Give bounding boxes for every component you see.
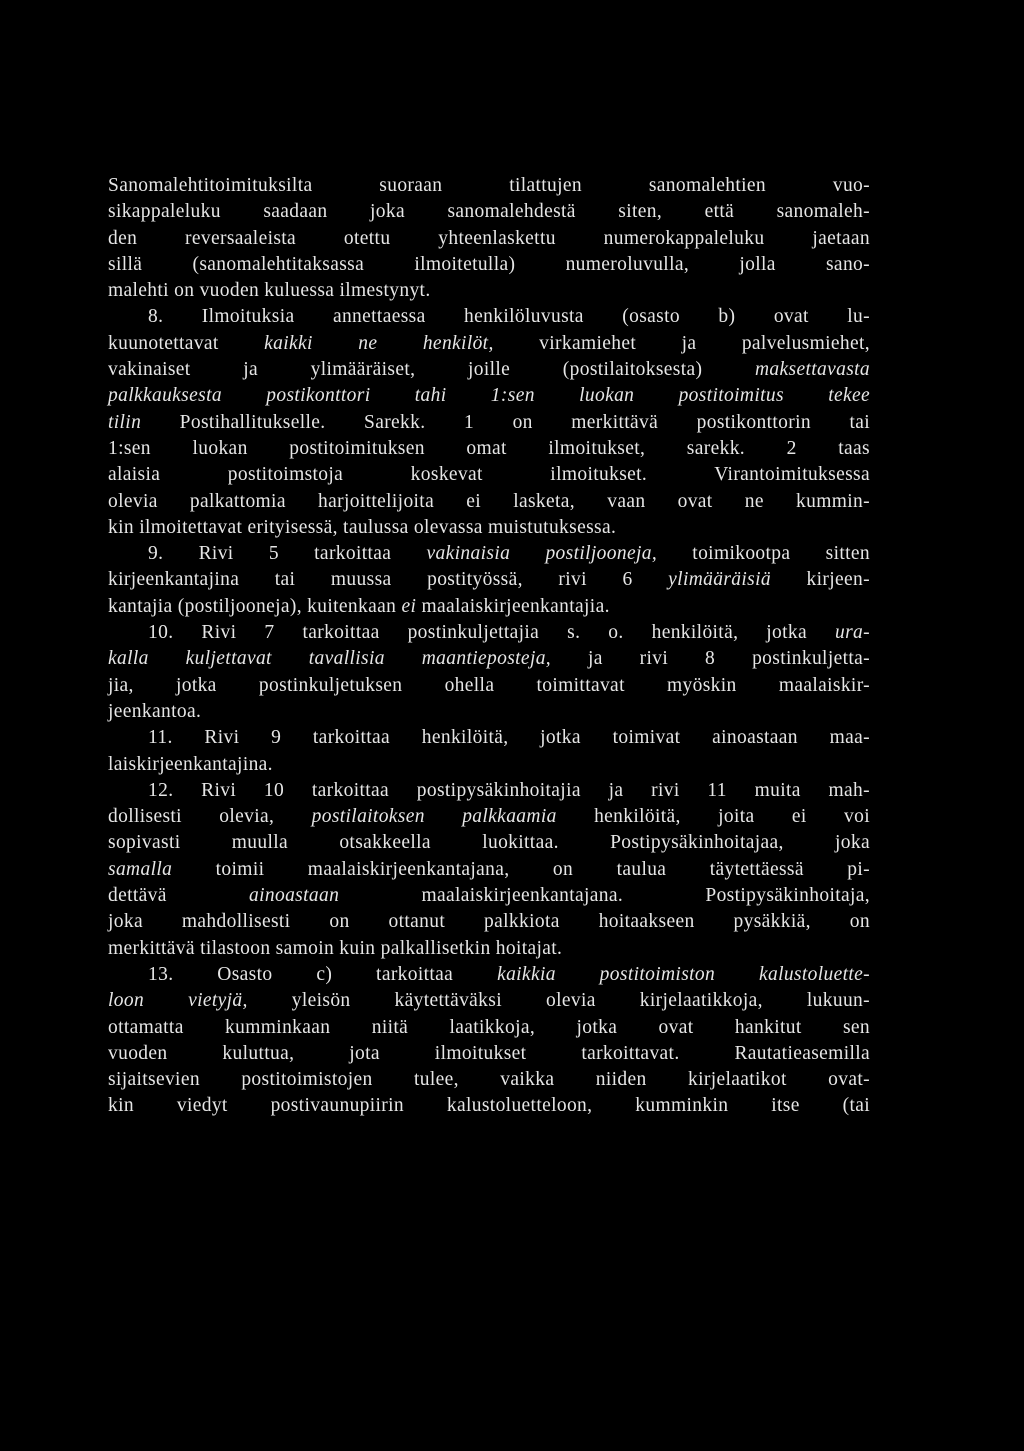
text-line [108, 567, 870, 593]
text-segment: ja rivi 8 postinkuljetta- [551, 648, 870, 670]
text-segment: kirjeen- [770, 569, 870, 591]
text-segment: sikappaleluku saadaan joka sanomalehdestä siten, että sanomaleh- [108, 201, 870, 223]
text-segment: jeenkantoa. [108, 700, 202, 722]
text-segment: sopivasti muulla otsakkeella luokittaa. Postipysäkinhoitajaa, joka [108, 832, 870, 854]
text-line [108, 357, 870, 383]
text-line [108, 936, 870, 962]
text-line [108, 383, 870, 409]
text-line [108, 462, 870, 488]
italic-text-segment: kalla kuljettavat tavallisia maantieposteja, [108, 648, 552, 670]
text-segment: 9. Rivi 5 tarkoittaa [148, 543, 427, 565]
text-segment: malehti on vuoden kuluessa ilmestynyt. [108, 280, 431, 302]
text-segment: 11. Rivi 9 tarkoittaa henkilöitä, jotka toimivat ainoastaan maa- [148, 727, 870, 749]
text-segment: dollisesti olevia, [108, 806, 312, 828]
text-segment: Sanomalehtitoimituksilta suoraan tilattujen sanomalehtien vuo- [108, 175, 870, 196]
text-segment: den reversaaleista otettu yhteenlaskettu numerokappaleluku jaetaan [108, 227, 870, 249]
text-segment: dettävä [108, 885, 250, 907]
italic-text-segment: vakinaisia postiljooneja, [426, 543, 658, 565]
text-segment: merkittävä tilastoon samoin kuin palkallisetkin hoitajat. [108, 937, 563, 959]
italic-text-segment: samalla [108, 858, 173, 880]
text-line [108, 331, 870, 357]
italic-text-segment: ainoastaan [249, 885, 340, 907]
text-segment: 1:sen luokan postitoimituksen omat ilmoitukset, sarekk. 2 taas [108, 437, 870, 459]
italic-text-segment: ura- [835, 622, 870, 644]
text-segment: Postihallitukselle. Sarekk. 1 on merkittävä postikonttorin tai [141, 411, 870, 433]
text-segment: 10. Rivi 7 tarkoittaa postinkuljettajia s. o. henkilöitä, jotka [148, 622, 836, 644]
text-line [108, 199, 870, 225]
text-segment: joka mahdollisesti on ottanut palkkiota hoitaakseen pysäkkiä, on [108, 911, 870, 933]
document-body-text [108, 173, 870, 1120]
text-line [108, 489, 870, 515]
text-segment: 12. Rivi 10 tarkoittaa postipysäkinhoitajia ja rivi 11 muita mah- [148, 779, 870, 801]
text-segment: yleisön käytettäväksi olevia kirjelaatikkoja, lukuun- [247, 990, 870, 1012]
text-line [108, 594, 870, 620]
text-segment: kantajia (postiljooneja), kuitenkaan [108, 595, 402, 617]
text-segment: maalaiskirjeenkantajia. [416, 595, 610, 617]
text-segment: 8. Ilmoituksia annettaessa henkilöluvusta (osasto b) ovat lu- [148, 306, 870, 328]
text-segment: vuoden kuluttua, jota ilmoitukset tarkoittavat. Rautatieasemilla [108, 1042, 870, 1064]
text-segment: toimii maalaiskirjeenkantajana, on taulua täytettäessä pi- [172, 858, 870, 880]
text-line [108, 804, 870, 830]
text-line [108, 1093, 870, 1119]
italic-text-segment: maksettavasta [754, 359, 870, 381]
italic-text-segment: palkkauksesta postikonttori tahi 1:sen luokan postitoimitus tekee [108, 385, 870, 407]
italic-text-segment: ylimääräisiä [668, 569, 771, 591]
text-segment: virkamiehet ja palvelusmiehet, [493, 332, 870, 354]
text-segment: laiskirjeenkantajina. [108, 753, 273, 775]
italic-text-segment: tilin [108, 411, 142, 433]
text-line [108, 778, 870, 804]
text-line [108, 304, 870, 330]
text-line [108, 620, 870, 646]
italic-text-segment: kaikki ne henkilöt, [264, 332, 494, 354]
text-line [108, 436, 870, 462]
text-segment: vakinaiset ja ylimääräiset, joille (postilaitoksesta) [108, 359, 755, 381]
text-line [108, 541, 870, 567]
italic-text-segment: postilaitoksen palkkaamia [311, 806, 557, 828]
text-line [108, 515, 870, 541]
text-segment: maalaiskirjeenkantajana. Postipysäkinhoitaja, [339, 885, 871, 907]
text-segment: kin ilmoitettavat erityisessä, taulussa olevassa muistutuksessa. [108, 516, 617, 538]
text-line [108, 226, 870, 252]
text-line [108, 830, 870, 856]
text-segment: kin viedyt postivaunupiirin kalustoluetteloon, kumminkin itse (tai [108, 1095, 870, 1117]
text-line [108, 646, 870, 672]
text-line [108, 962, 870, 988]
italic-text-segment: loon vietyjä, [108, 990, 248, 1012]
italic-text-segment: ei [401, 595, 417, 617]
text-line [108, 410, 870, 436]
text-line [108, 278, 870, 304]
text-line [108, 1015, 870, 1041]
italic-text-segment: kaikkia postitoimiston kalustoluette- [497, 963, 870, 985]
text-line [108, 173, 870, 199]
text-segment: toimikootpa sitten [657, 543, 871, 565]
text-segment: kuunotettavat [108, 332, 265, 354]
text-segment: ottamatta kumminkaan niitä laatikkoja, jotka ovat hankitut sen [108, 1016, 870, 1038]
text-line [108, 1067, 870, 1093]
text-segment: sijaitsevien postitoimistojen tulee, vaikka niiden kirjelaatikot ovat- [108, 1069, 870, 1091]
text-line [108, 883, 870, 909]
text-line [108, 988, 870, 1014]
text-segment: sillä (sanomalehtitaksassa ilmoitetulla) numeroluvulla, jolla sano- [108, 253, 870, 275]
text-line [108, 725, 870, 751]
text-segment: 13. Osasto c) tarkoittaa [148, 963, 498, 985]
text-segment: kirjeenkantajina tai muussa postityössä, rivi 6 [108, 569, 669, 591]
text-segment: alaisia postitoimstoja koskevat ilmoitukset. Virantoimituksessa [108, 464, 870, 486]
text-line [108, 699, 870, 725]
text-line [108, 673, 870, 699]
text-line [108, 752, 870, 778]
text-line [108, 252, 870, 278]
text-segment: olevia palkattomia harjoittelijoita ei lasketa, vaan ovat ne kummin- [108, 490, 870, 512]
text-line [108, 1041, 870, 1067]
text-segment: henkilöitä, joita ei voi [556, 806, 871, 828]
text-line [108, 909, 870, 935]
text-line [108, 857, 870, 883]
text-segment: jia, jotka postinkuljetuksen ohella toimittavat myöskin maalaiskir- [108, 674, 870, 696]
